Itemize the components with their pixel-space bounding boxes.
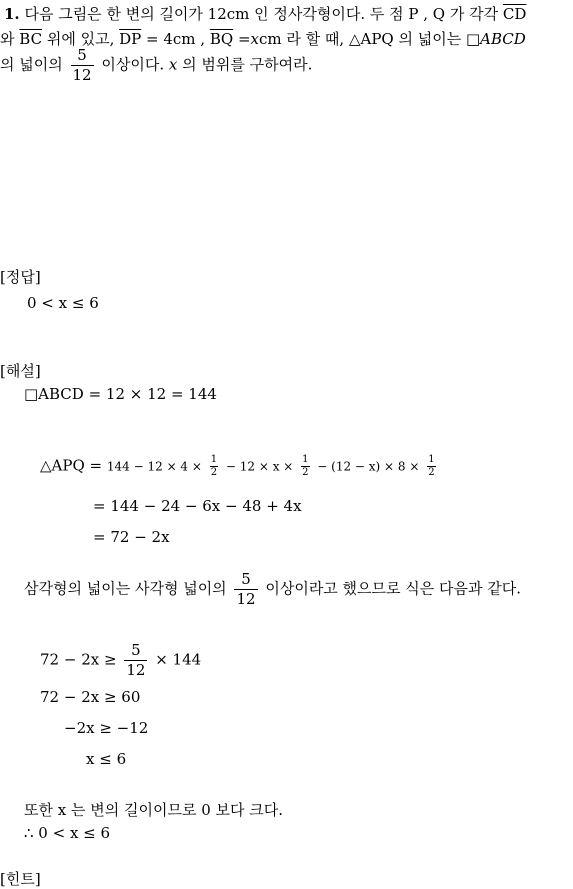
fraction-denominator: 12 [236, 590, 256, 608]
hint-header: [힌트] [0, 870, 41, 888]
apq-equation-line-2: = 144 − 24 − 6x − 48 + 4x [93, 497, 302, 515]
problem-text: cm 라 할 때, △APQ 의 넓이는 □ [259, 30, 481, 48]
fraction-denominator: 2 [210, 467, 218, 478]
fraction-numerator: 5 [124, 643, 147, 661]
answer-header: [정답] [0, 268, 41, 286]
fraction-denominator: 2 [302, 467, 309, 478]
apq-equation-line-1 [40, 455, 439, 478]
equation-term: 144 − 12 × 4 × [106, 459, 202, 474]
inequality-left: 72 − 2x ≥ [40, 650, 117, 669]
problem-text: 위에 있고, [46, 30, 115, 48]
segment-dp: $\overline{DP}$ [119, 30, 142, 48]
segment-cd: $\overline{CD}$ [502, 5, 527, 23]
apq-equation-line-3: = 72 − 2x [93, 528, 170, 546]
segment-bc: $\overline{BC}$ [19, 30, 43, 48]
problem-text: 의 범위를 구하여라. [182, 55, 313, 74]
fraction-numerator: 5 [234, 572, 257, 590]
fraction-numerator: 1 [302, 454, 309, 465]
square-name: ABCD [480, 30, 526, 48]
equation-term: − 12 × x × [225, 459, 294, 474]
sentence-text: 이상이라고 했으므로 식은 다음과 같다. [265, 579, 522, 598]
square-area: □ABCD = 12 × 12 = 144 [24, 385, 217, 403]
variable-x: x [168, 55, 178, 74]
fraction-five-twelfths [71, 48, 94, 83]
sentence-text: 삼각형의 넓이는 사각형 넓이의 [24, 579, 227, 598]
fraction-half [301, 455, 309, 478]
equation-term: − (12 − x) × 8 × [317, 459, 420, 474]
problem-text: 다음 그림은 한 변의 길이가 12cm 인 정사각형이다. 두 점 P , Q 가 각각 [24, 5, 499, 23]
fraction-half [427, 455, 435, 478]
problem-text: = 4cm , [146, 30, 206, 48]
problem-text: 와 [0, 30, 15, 48]
fraction-numerator: 1 [210, 454, 218, 465]
problem-number: 1. [4, 5, 20, 23]
fraction-denominator: 12 [72, 66, 92, 84]
segment-bq: $\overline{BQ}$ [209, 30, 234, 48]
fraction-half [210, 455, 218, 478]
inequality-2: 72 − 2x ≥ 60 [40, 688, 141, 706]
problem-text: 이상이다. [101, 55, 165, 74]
fraction-five-twelfths [234, 572, 257, 607]
fraction-numerator: 1 [428, 454, 435, 465]
positivity-note: 또한 x 는 변의 길이이므로 0 보다 크다. [24, 801, 284, 819]
fraction-numerator: 5 [71, 48, 94, 66]
inequality-4: x ≤ 6 [86, 750, 127, 768]
fraction-denominator: 2 [428, 467, 435, 478]
solution-header: [해설] [0, 362, 41, 380]
answer-text: 0 < x ≤ 6 [27, 294, 99, 312]
inequality-3: −2x ≥ −12 [64, 719, 149, 737]
variable-x: x [250, 30, 260, 48]
apq-label: △APQ = [40, 456, 103, 475]
fraction-five-twelfths [124, 643, 147, 678]
inequality-right: × 144 [155, 650, 202, 669]
inequality-1 [40, 643, 201, 678]
problem-line-3 [0, 48, 312, 83]
problem-text: 의 넓이의 [0, 55, 63, 74]
final-range: ∴ 0 < x ≤ 6 [24, 824, 111, 842]
problem-text: = [237, 30, 251, 48]
problem-line-1 [4, 3, 526, 24]
solution-sentence [24, 572, 521, 607]
fraction-denominator: 12 [126, 661, 146, 679]
